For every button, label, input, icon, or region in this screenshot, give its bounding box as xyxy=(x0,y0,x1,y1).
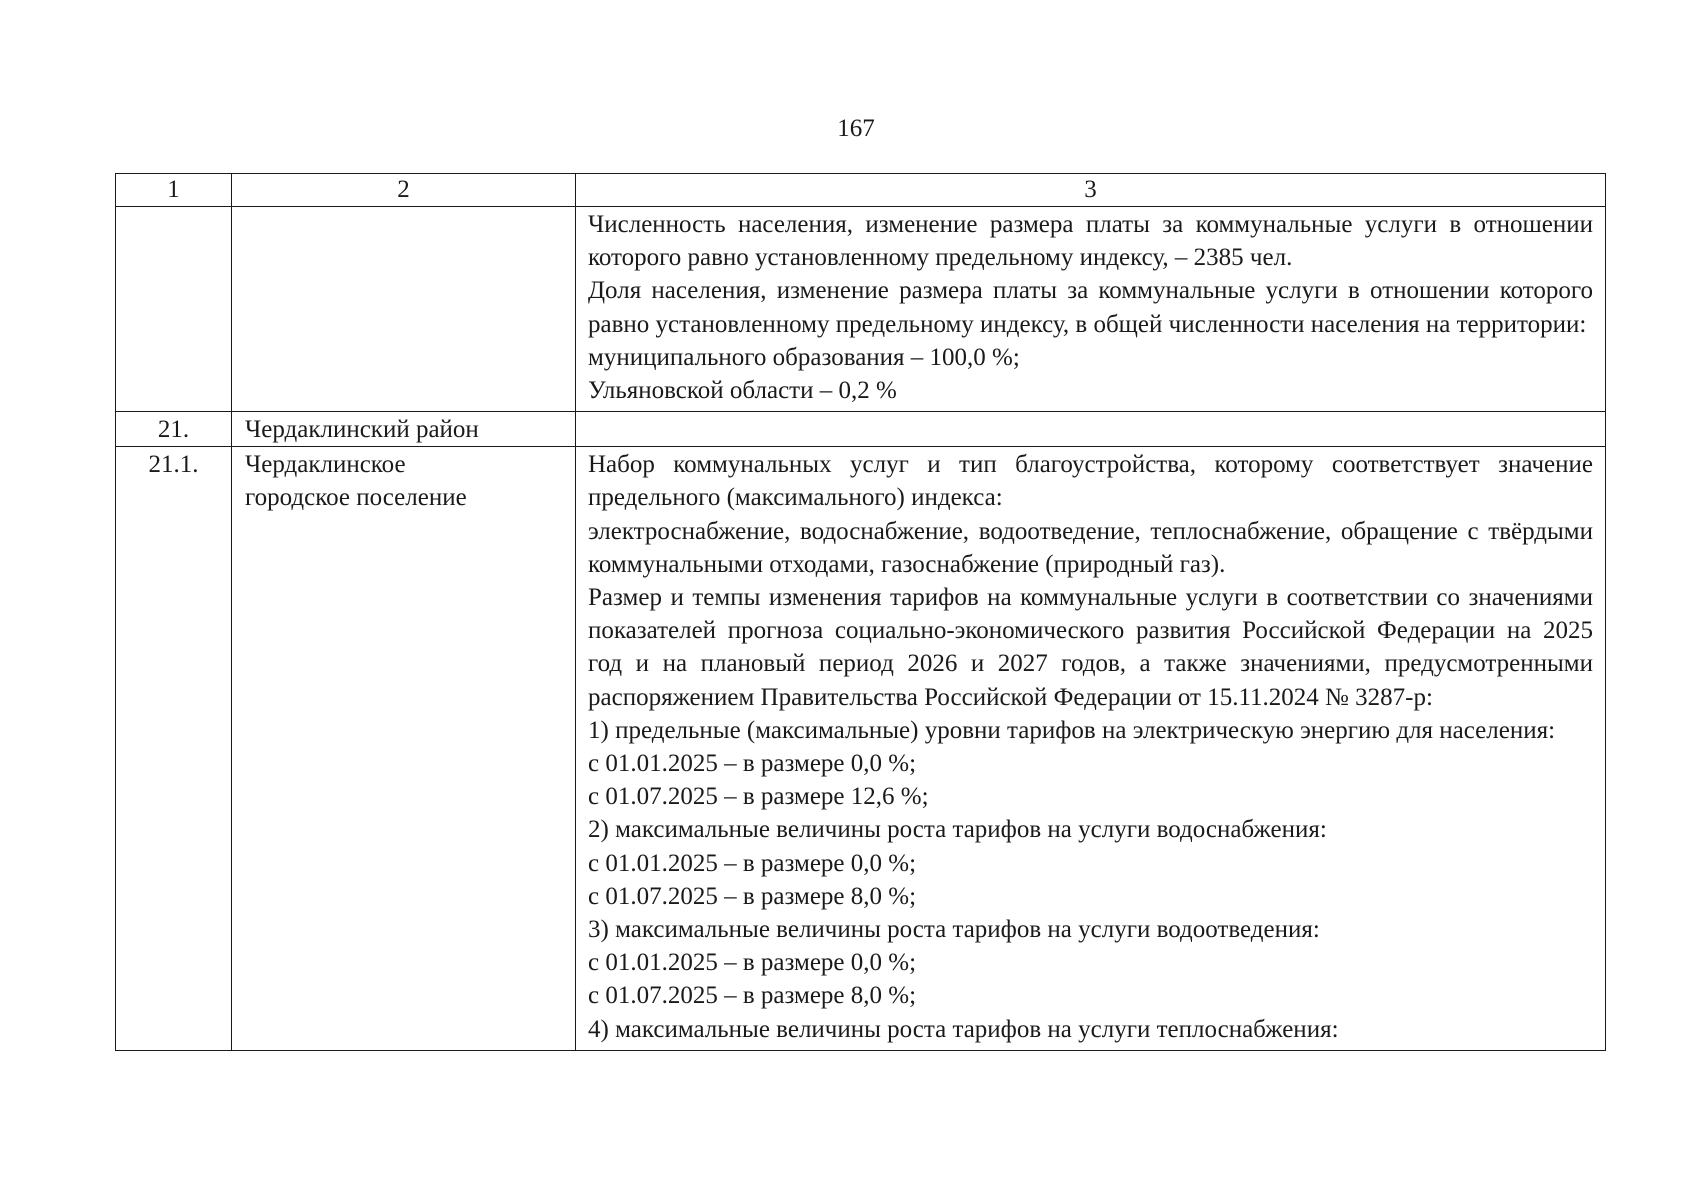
sewerage-jan-text: с 01.01.2025 – в размере 0,0 %; xyxy=(588,949,917,977)
water-supply-jul-text: с 01.07.2025 – в размере 8,0 %; xyxy=(588,882,917,910)
services-set-text: Набор коммунальных услуг и тип благоустройства, которому соответствует значение предельного (максимального) индекса: xyxy=(588,451,1593,512)
water-supply-heading: 2) максимальные величины роста тарифов на услуги водоснабжения: xyxy=(588,816,1327,844)
population-share-text: Доля населения, изменение размера платы за коммунальные услуги в отношении которого равно установленному предельному индексу, в общей численности населения на территории: xyxy=(588,277,1593,338)
heating-heading: 4) максимальные величины роста тарифов на услуги теплоснабжения: xyxy=(588,1015,1339,1043)
table-row-continuation xyxy=(116,207,1606,412)
page-number: 167 xyxy=(837,115,875,142)
population-count-text: Численность населения, изменение размера платы за коммунальные услуги в отношении которого равно установленному предельному индексу, – 2385 чел. xyxy=(588,211,1593,272)
cell-content-continuation xyxy=(576,207,1606,412)
settlement-number: 21.1. xyxy=(116,447,232,1051)
region-share-text: Ульяновской области – 0,2 % xyxy=(588,377,897,405)
cell-content-settlement xyxy=(576,447,1606,1051)
settlement-name-line2: городское поселение xyxy=(245,484,467,512)
cell-number-empty xyxy=(116,207,232,412)
cell-name-empty xyxy=(232,207,576,412)
header-col-2: 2 xyxy=(232,174,576,207)
water-supply-jan-text: с 01.01.2025 – в размере 0,0 %; xyxy=(588,849,917,877)
table-row-settlement xyxy=(116,447,1606,1051)
settlement-name-line1: Чердаклинское xyxy=(245,451,406,479)
electricity-jul-text: с 01.07.2025 – в размере 12,6 %; xyxy=(588,783,929,811)
header-col-1: 1 xyxy=(116,174,232,207)
district-name: Чердаклинский район xyxy=(232,412,576,447)
settlement-name xyxy=(232,447,576,1051)
tariff-basis-text: Размер и темпы изменения тарифов на коммунальные услуги в соответствии со значениями показателей прогноза социально-экономического развития Российской Федерации на 2025 год и на плановый период 2026 и 2027 годов, а также значениями, предусмотренными распоряжением Правительства Российской Федерации от 15.11.2024 № 3287-р: xyxy=(588,584,1593,711)
table-header-row xyxy=(116,174,1606,207)
sewerage-jul-text: с 01.07.2025 – в размере 8,0 %; xyxy=(588,982,917,1010)
table-row-district xyxy=(116,412,1606,447)
municipal-share-text: муниципального образования – 100,0 %; xyxy=(588,343,1020,371)
electricity-jan-text: с 01.01.2025 – в размере 0,0 %; xyxy=(588,750,917,778)
services-list-text: электроснабжение, водоснабжение, водоотведение, теплоснабжение, обращение с твёрдыми коммунальными отходами, газоснабжение (природный газ). xyxy=(588,517,1593,578)
electricity-tariff-text: 1) предельные (максимальные) уровни тарифов на электрическую энергию для населения: xyxy=(588,716,1556,744)
district-number: 21. xyxy=(116,412,232,447)
sewerage-heading: 3) максимальные величины роста тарифов на услуги водоотведения: xyxy=(588,916,1320,944)
tariff-table xyxy=(115,173,1606,1051)
district-content-empty xyxy=(576,412,1606,447)
header-col-3: 3 xyxy=(576,174,1606,207)
